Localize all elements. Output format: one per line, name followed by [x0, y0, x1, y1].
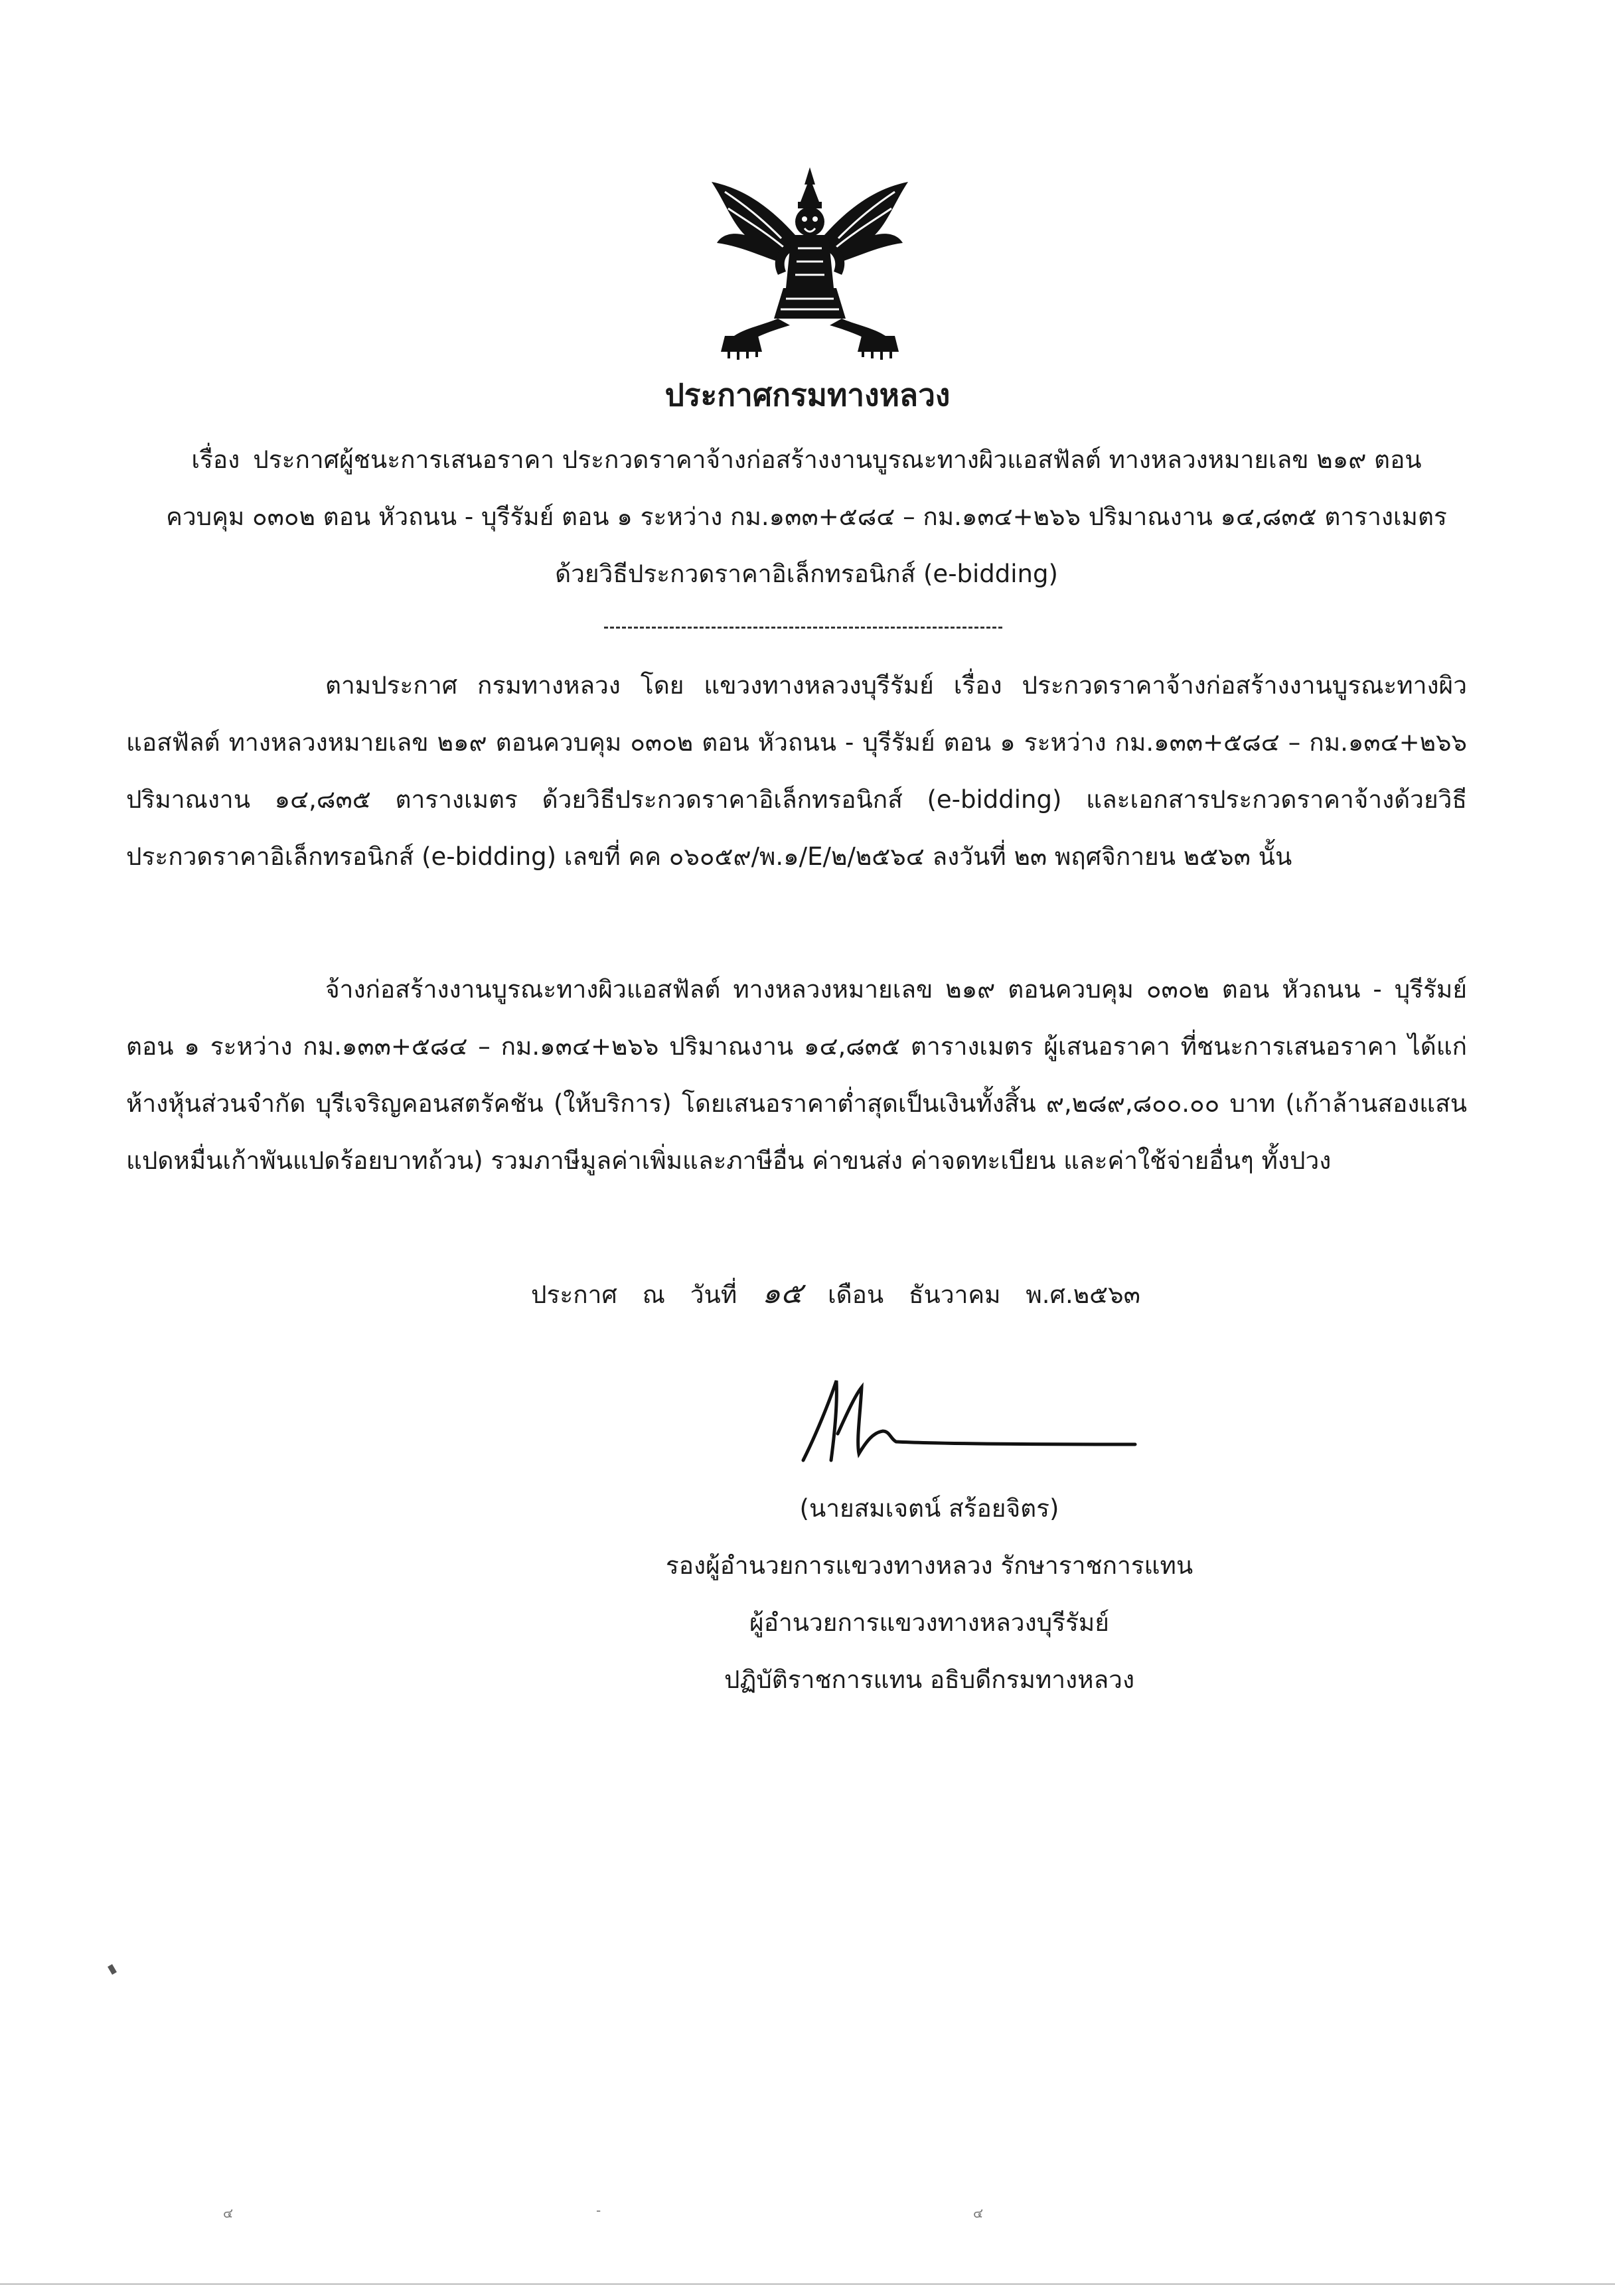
document-title: ประกาศกรมทางหลวง — [664, 377, 951, 413]
body-paragraph-1: ตามประกาศ กรมทางหลวง โดย แขวงทางหลวงบุรีรัมย์ เรื่อง ประกวดราคาจ้างก่อสร้างงานบูรณะทางผิวแอสฟัลต์ ทางหลวงหมายเลข ๒๑๙ ตอนควบคุม ๐๓๐๒ ตอน หัวถนน - บุรีรัมย์ ตอน ๑ ระหว่าง กม.๑๓๓+๕๘๔ – กม.๑๓๔+๒๖๖ ปริมาณงาน ๑๔,๘๓๕ ตารางเมตร ด้วยวิธีประกวดราคาอิเล็กทรอนิกส์ (e-bidding) และเอกสารประกวดราคาจ้างด้วยวิธีประกวดราคาอิเล็กทรอนิกส์ (e-bidding) เลขที่ คค ๐๖๐๕๙/พ.๑/E/๒/๒๕๖๔ ลงวันที่ ๒๓ พฤศจิกายน ๒๕๖๓ นั้น — [126, 671, 1467, 871]
divider — [604, 627, 1002, 629]
dateline-month-value: ธันวาคม — [908, 1280, 1001, 1309]
signer-block — [531, 1480, 1328, 1709]
footer-mark-2: - — [596, 2202, 601, 2218]
footer-mark-1: ๔ — [223, 2205, 234, 2221]
garuda-emblem-icon — [698, 162, 921, 361]
scan-edge-line — [0, 2283, 1615, 2285]
subject-text: ประกาศผู้ชนะการเสนอราคา ประกวดราคาจ้างก่อสร้างงานบูรณะทางผิวแอสฟัลต์ ทางหลวงหมายเลข ๒๑๙ ตอนควบคุม ๐๓๐๒ ตอน หัวถนน - บุรีรัมย์ ตอน ๑ ระหว่าง กม.๑๓๓+๕๘๔ – กม.๑๓๔+๒๖๖ ปริมาณงาน ๑๔,๘๓๕ ตารางเมตร ด้วยวิธีประกวดราคาอิเล็กทรอนิกส์ (e-bidding) — [166, 445, 1447, 588]
dateline-at: ณ — [642, 1280, 665, 1309]
subject-label: เรื่อง — [191, 445, 240, 474]
signer-position-2: ผู้อำนวยการแขวงทางหลวงบุรีรัมย์ — [749, 1608, 1109, 1637]
dateline-year: พ.ศ.๒๕๖๓ — [1026, 1280, 1140, 1309]
signer-position-3: ปฏิบัติราชการแทน อธิบดีกรมทางหลวง — [724, 1665, 1135, 1694]
body-paragraph-2: จ้างก่อสร้างงานบูรณะทางผิวแอสฟัลต์ ทางหลวงหมายเลข ๒๑๙ ตอนควบคุม ๐๓๐๒ ตอน หัวถนน - บุรีรัมย์ ตอน ๑ ระหว่าง กม.๑๓๓+๕๘๔ – กม.๑๓๔+๒๖๖ ปริมาณงาน ๑๔,๘๓๕ ตารางเมตร ผู้เสนอราคา ที่ชนะการเสนอราคา ได้แก่ ห้างหุ้นส่วนจำกัด บุรีเจริญคอนสตรัคชัน (ให้บริการ) โดยเสนอราคาต่ำสุดเป็นเงินทั้งสิ้น ๙,๒๘๙,๘๐๐.๐๐ บาท (เก้าล้านสองแสนแปดหมื่นเก้าพันแปดร้อยบาทถ้วน) รวมภาษีมูลค่าเพิ่มและภาษีอื่น ค่าขนส่ง ค่าจดทะเบียน และค่าใช้จ่ายอื่นๆ ทั้งปวง — [126, 975, 1467, 1175]
dateline-day-label: วันที่ — [690, 1280, 737, 1309]
scan-speck — [108, 1964, 117, 1975]
dateline-month-label: เดือน — [828, 1280, 884, 1309]
signer-position-1: รองผู้อำนวยการแขวงทางหลวง รักษาราชการแทน — [665, 1551, 1193, 1580]
dateline-announce: ประกาศ — [531, 1280, 617, 1309]
dateline-day-value: ๑๕ — [762, 1276, 803, 1310]
subject-block — [159, 431, 1454, 603]
footer-mark-3: ๔ — [973, 2205, 984, 2221]
announcement-dateline — [531, 1265, 1261, 1324]
handwritten-signature-icon — [790, 1361, 1148, 1487]
signer-name: (นายสมเจตน์ สร้อยจิตร) — [799, 1494, 1059, 1523]
